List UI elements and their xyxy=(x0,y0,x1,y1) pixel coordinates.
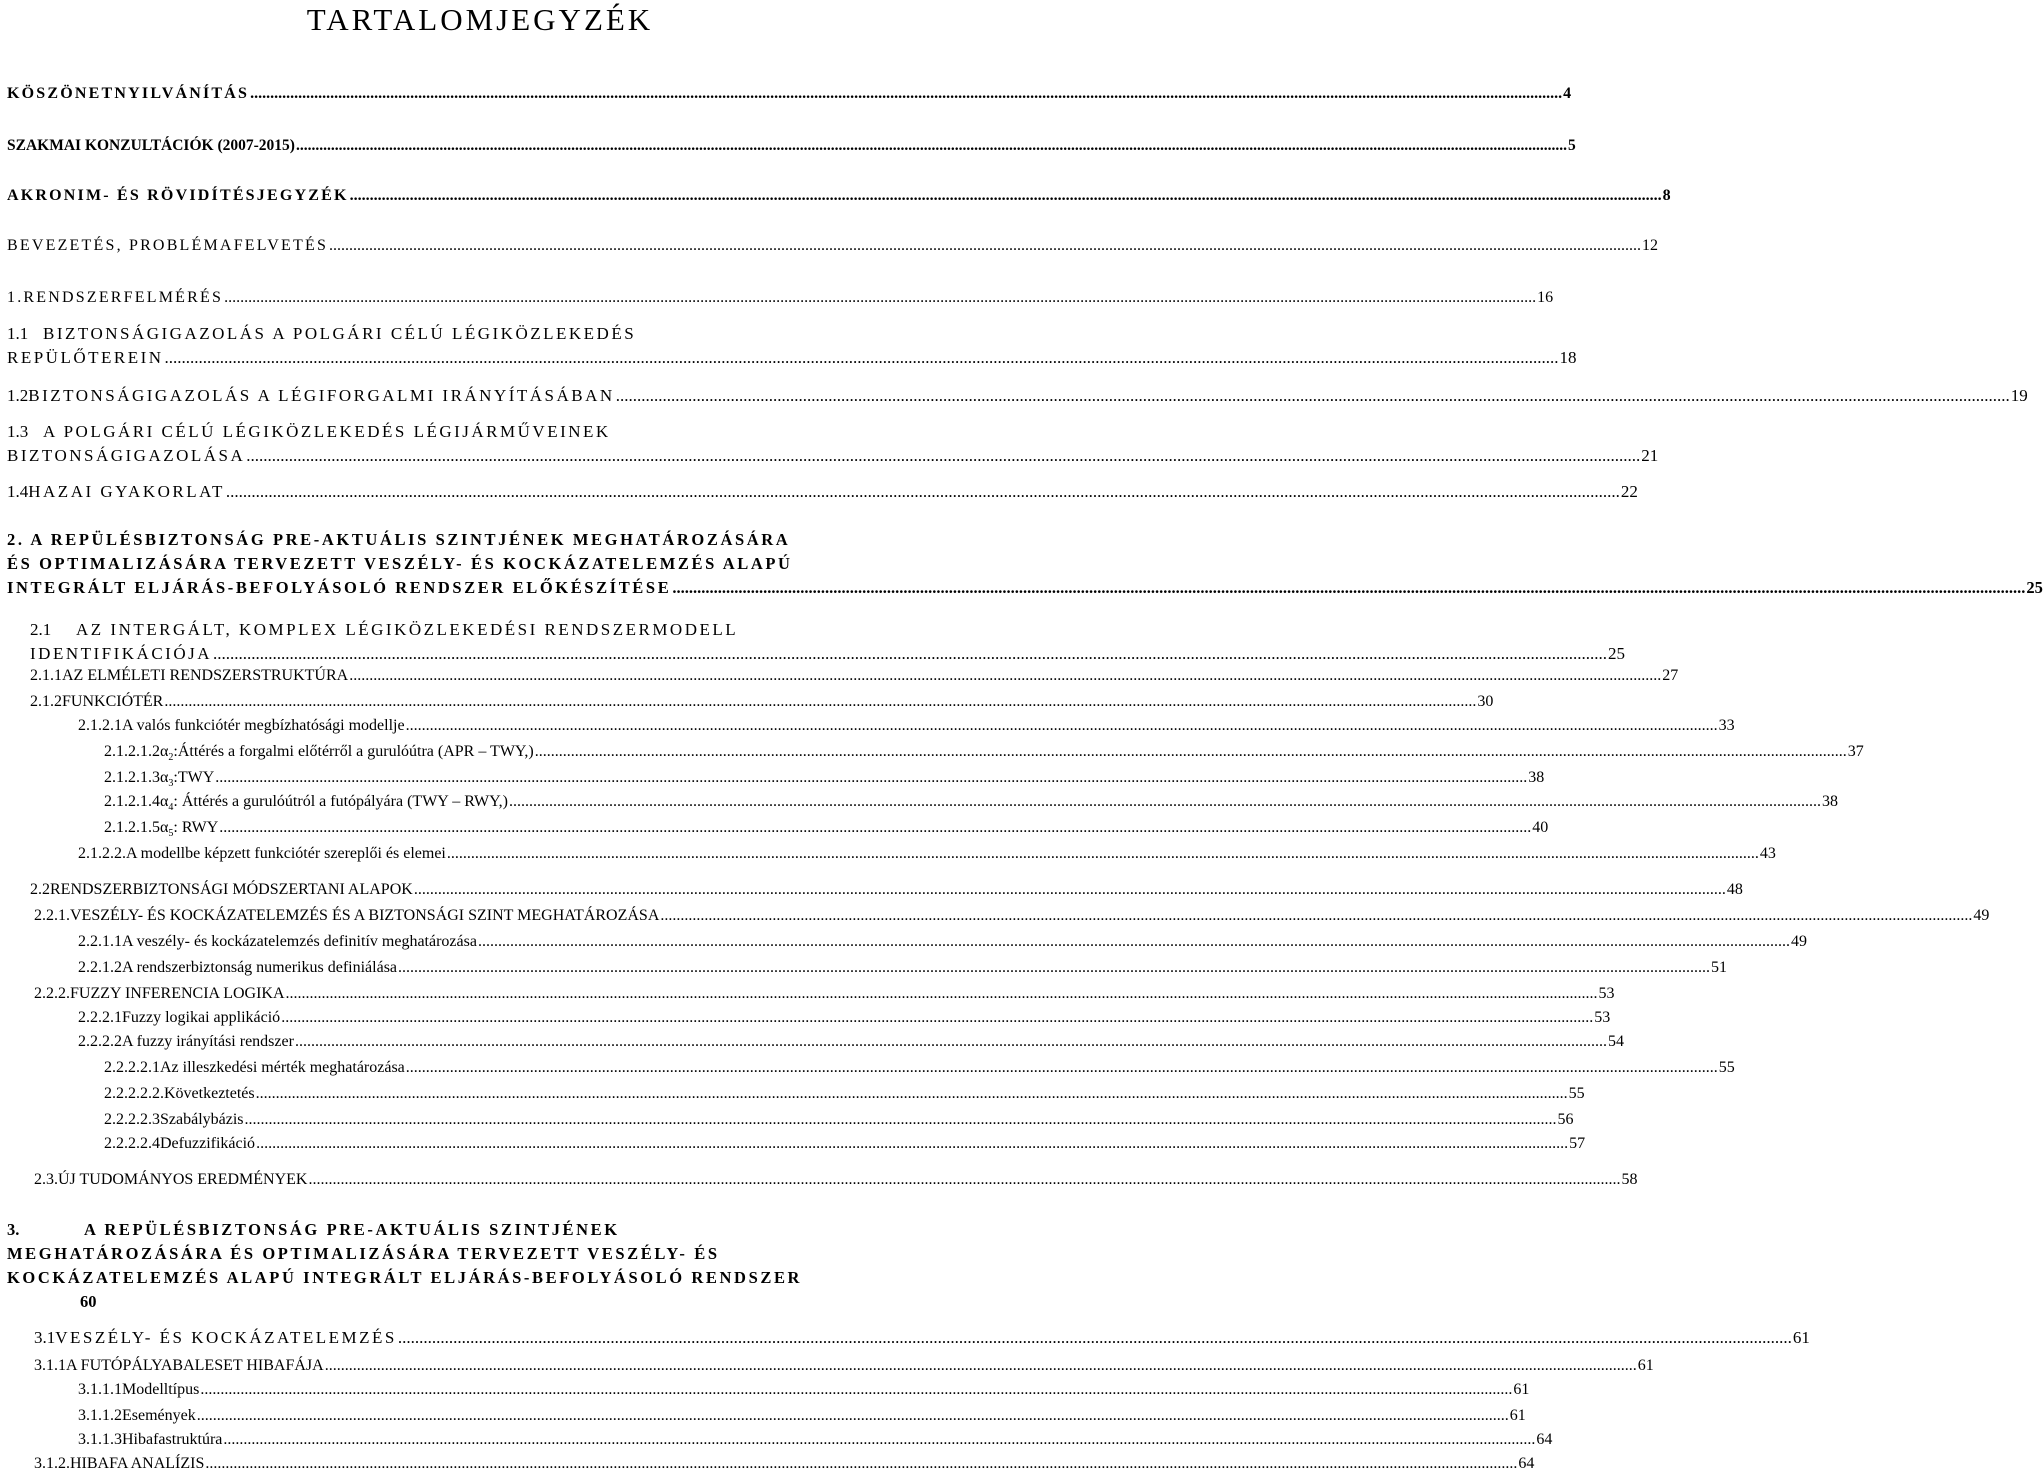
toc-entry[interactable] xyxy=(0,234,1659,258)
toc-page-number: 55 xyxy=(1718,1059,1735,1076)
leader-dots xyxy=(406,714,1718,738)
toc-number: 2.1.2.1.3 xyxy=(104,769,160,786)
leader-dots xyxy=(224,286,1536,310)
leader-dots xyxy=(478,930,1790,954)
toc-page-number: 49 xyxy=(1973,907,1990,924)
toc-entry[interactable] xyxy=(0,480,1638,504)
toc-number: 2.2.1.2 xyxy=(78,959,122,976)
leader-dots xyxy=(223,1428,1535,1452)
toc-page-number: 64 xyxy=(1518,1455,1535,1472)
toc-number: 2.3. xyxy=(34,1171,58,1188)
toc-entry[interactable] xyxy=(0,664,1679,688)
leader-dots xyxy=(296,134,1567,158)
toc-entry-text: INTEGRÁLT ELJÁRÁS-BEFOLYÁSOLÓ RENDSZER ELŐKÉSZÍTÉSE xyxy=(7,578,672,597)
toc-page-number: 12 xyxy=(1642,237,1659,254)
toc-entry[interactable] xyxy=(0,1378,1530,1402)
toc-entry[interactable] xyxy=(0,1452,1535,1476)
toc-page-number: 21 xyxy=(1641,446,1659,465)
toc-entry[interactable] xyxy=(0,384,2028,408)
toc-entry-text: Fuzzy logikai applikáció xyxy=(122,1009,281,1026)
toc-number: 1. xyxy=(7,289,24,306)
toc-entry-text: Szabálybázis xyxy=(160,1111,244,1128)
toc-number: 2.2.2.2.2. xyxy=(104,1085,164,1102)
toc-page-number: 33 xyxy=(1718,717,1735,734)
toc-number: 2.1.2.1.4 xyxy=(104,793,160,810)
toc-number: 2.1.2.1 xyxy=(78,717,122,734)
leader-dots xyxy=(250,82,1562,106)
alpha-subscript: 5 xyxy=(168,828,174,840)
toc-number: 2.2.2.2.4 xyxy=(104,1135,160,1152)
toc-entry-text: REPÜLŐTEREIN xyxy=(7,348,164,367)
toc-entry-text: Defuzzifikáció xyxy=(160,1135,256,1152)
leader-dots xyxy=(215,766,1527,790)
toc-entry-text: A modellbe képzett funkciótér szereplői és elemei xyxy=(126,845,446,862)
toc-entry[interactable] xyxy=(0,618,1625,666)
toc-page-number: 61 xyxy=(1792,1328,1810,1347)
toc-page-number: 30 xyxy=(1477,693,1494,710)
leader-dots xyxy=(165,346,1559,370)
toc-entry-text: KÖSZÖNETNYILVÁNÍTÁS xyxy=(7,85,250,102)
toc-entry[interactable] xyxy=(0,714,1735,738)
toc-entry[interactable] xyxy=(0,420,1659,468)
toc-number: 2.2.2.1 xyxy=(78,1009,122,1026)
toc-page-number: 61 xyxy=(1637,1357,1654,1374)
toc-entry-text: A rendszerbiztonság numerikus definiálása xyxy=(122,959,398,976)
toc-number: 1.1 xyxy=(7,324,29,343)
toc-entry-text: RENDSZERFELMÉRÉS xyxy=(23,289,224,306)
toc-entry-text: Modelltípus xyxy=(122,1381,200,1398)
toc-entry[interactable] xyxy=(0,1030,1624,1054)
toc-number: 2.1.1 xyxy=(30,667,62,684)
toc-entry-text-line: AZ INTERGÁLT, KOMPLEX LÉGIKÖZLEKEDÉSI RENDSZERMODELL xyxy=(76,620,739,639)
alpha-subscript: 2 xyxy=(168,752,174,764)
leader-dots xyxy=(205,1452,1517,1476)
toc-entry[interactable] xyxy=(0,1132,1586,1156)
toc-entry-text: A veszély- és kockázatelemzés definitív meghatározása xyxy=(122,933,477,950)
toc-entry-text-line: KOCKÁZATELEMZÉS ALAPÚ INTEGRÁLT ELJÁRÁS-BEFOLYÁSOLÓ RENDSZER xyxy=(7,1268,803,1287)
toc-page-number: 58 xyxy=(1621,1171,1638,1188)
toc-page-number: 64 xyxy=(1536,1431,1553,1448)
toc-page-number: 57 xyxy=(1569,1135,1586,1152)
leader-dots xyxy=(226,480,1620,504)
toc-entry[interactable] xyxy=(0,286,1554,310)
leader-dots xyxy=(406,1056,1718,1080)
toc-page-number: 22 xyxy=(1620,482,1638,501)
toc-number: 2.1.2.1.5 xyxy=(104,819,160,836)
toc-number: 3.1.1.1 xyxy=(78,1381,122,1398)
toc-entry-text: Hibafastruktúra xyxy=(122,1431,223,1448)
leader-dots xyxy=(197,1404,1509,1428)
leader-dots xyxy=(329,234,1641,258)
leader-dots xyxy=(295,1030,1607,1054)
toc-entry-text: HAZAI GYAKORLAT xyxy=(28,482,225,501)
toc-entry[interactable] xyxy=(0,1056,1735,1080)
toc-entry-text-content: :TWY xyxy=(173,769,215,786)
leader-dots xyxy=(447,842,1759,866)
toc-number: 2.1.2 xyxy=(30,693,62,710)
toc-entry[interactable] xyxy=(0,1404,1526,1428)
toc-entry-text: VESZÉLY- ÉS KOCKÁZATELEMZÉS ÉS A BIZTONSÁGI SZINT MEGHATÁROZÁSA xyxy=(70,907,660,924)
toc-page-number: 38 xyxy=(1821,793,1838,810)
toc-number: 2.1.2.2. xyxy=(78,845,126,862)
toc-page-number: 38 xyxy=(1528,769,1545,786)
leader-dots xyxy=(398,956,1710,980)
toc-page-number: 51 xyxy=(1711,959,1728,976)
toc-entry-text: ÚJ TUDOMÁNYOS EREDMÉNYEK xyxy=(58,1171,308,1188)
alpha-symbol: α xyxy=(160,819,169,836)
toc-number: 2.2 xyxy=(30,881,50,898)
toc-number: 2. xyxy=(7,530,25,549)
toc-number: 2.2.2. xyxy=(34,985,70,1002)
toc-entry-text: Események xyxy=(122,1407,196,1424)
toc-entry[interactable] xyxy=(0,982,1615,1006)
toc-entry[interactable] xyxy=(0,1006,1611,1030)
toc-entry-text: A valós funkciótér megbízhatósági modellje xyxy=(122,717,405,734)
toc-entry-text: BEVEZETÉS, PROBLÉMAFELVETÉS xyxy=(7,237,329,254)
toc-number: 2.2.2.2.1 xyxy=(104,1059,160,1076)
toc-page-number: 37 xyxy=(1847,743,1864,760)
toc-entry[interactable] xyxy=(0,1354,1654,1378)
toc-page-number: 49 xyxy=(1790,933,1807,950)
toc-number: 1.3 xyxy=(7,422,29,441)
toc-number: 3.1.1 xyxy=(34,1357,66,1374)
toc-entry-text: SZAKMAI KONZULTÁCIÓK (2007-2015) xyxy=(7,137,295,154)
toc-entry-text: VESZÉLY- ÉS KOCKÁZATELEMZÉS xyxy=(55,1328,397,1347)
toc-number: 3.1.1.3 xyxy=(78,1431,122,1448)
toc-number: 2.1.2.1.2 xyxy=(104,743,160,760)
toc-entry[interactable] xyxy=(0,878,1743,902)
toc-number: 1.2 xyxy=(7,386,29,405)
toc-entry[interactable] xyxy=(0,322,1577,370)
alpha-symbol: α xyxy=(160,743,169,760)
leader-dots xyxy=(535,740,1847,764)
toc-number: 2.2.2.2.3 xyxy=(104,1111,160,1128)
leader-dots xyxy=(213,642,1607,666)
toc-entry-text: BIZTONSÁGIGAZOLÁSA xyxy=(7,446,246,465)
toc-page-number: 61 xyxy=(1509,1407,1526,1424)
toc-entry-text-content: :Áttérés a forgalmi előtérről a gurulóútra (APR – TWY,) xyxy=(173,743,534,760)
toc-number: 3. xyxy=(7,1220,20,1239)
toc-entry-text: A FUTÓPÁLYABALESET HIBAFÁJA xyxy=(66,1357,324,1374)
toc-number: 2.1 xyxy=(30,620,52,639)
toc-page-number: 55 xyxy=(1568,1085,1585,1102)
toc-page-number: 5 xyxy=(1567,137,1576,154)
leader-dots xyxy=(616,384,2010,408)
leader-dots xyxy=(281,1006,1593,1030)
toc-entry[interactable] xyxy=(0,690,1494,714)
toc-page-number: 40 xyxy=(1532,819,1549,836)
toc-entry[interactable] xyxy=(0,134,1576,158)
leader-dots xyxy=(398,1326,1792,1350)
leader-dots xyxy=(256,1082,1568,1106)
toc-entry-text: FUZZY INFERENCIA LOGIKA xyxy=(70,985,285,1002)
toc-page-number: 19 xyxy=(2010,386,2028,405)
toc-entry-text-line: BIZTONSÁGIGAZOLÁS A POLGÁRI CÉLÚ LÉGIKÖZLEKEDÉS xyxy=(43,324,637,343)
toc-entry[interactable] xyxy=(0,1108,1574,1132)
leader-dots xyxy=(219,816,1531,840)
leader-dots xyxy=(245,1108,1557,1132)
leader-dots xyxy=(349,664,1661,688)
toc-entry-text: A fuzzy irányítási rendszer xyxy=(122,1033,294,1050)
toc-entry[interactable] xyxy=(0,1218,960,1314)
leader-dots xyxy=(308,1168,1620,1192)
toc-entry-text: IDENTIFIKÁCIÓJA xyxy=(30,644,212,663)
toc-entry[interactable] xyxy=(0,956,1728,980)
toc-page-number: 4 xyxy=(1563,85,1572,102)
toc-entry[interactable] xyxy=(0,1326,1810,1350)
toc-number: 3.1.2. xyxy=(34,1455,70,1472)
alpha-symbol: α xyxy=(160,793,169,810)
leader-dots xyxy=(200,1378,1512,1402)
toc-page-number: 54 xyxy=(1607,1033,1624,1050)
toc-entry[interactable] xyxy=(0,930,1807,954)
alpha-subscript: 3 xyxy=(168,778,174,790)
toc-page-number: 60 xyxy=(80,1292,97,1311)
toc-entry-text-line: A POLGÁRI CÉLÚ LÉGIKÖZLEKEDÉS LÉGIJÁRMŰVEINEK xyxy=(43,422,611,441)
toc-entry-text-line: MEGHATÁROZÁSÁRA ÉS OPTIMALIZÁSÁRA TERVEZETT VESZÉLY- ÉS xyxy=(7,1244,720,1263)
toc-entry[interactable] xyxy=(0,842,1776,866)
leader-dots xyxy=(660,904,1972,928)
leader-dots xyxy=(350,184,1662,208)
toc-page-number: 16 xyxy=(1537,289,1554,306)
leader-dots xyxy=(246,444,1640,468)
toc-number: 2.2.1. xyxy=(34,907,70,924)
toc-page-number: 8 xyxy=(1662,187,1671,204)
toc-entry-text: AKRONIM- ÉS RÖVIDÍTÉSJEGYZÉK xyxy=(7,187,349,204)
toc-page-number: 18 xyxy=(1559,348,1577,367)
toc-entry[interactable] xyxy=(0,904,1990,928)
toc-entry-text-content: : RWY xyxy=(173,819,219,836)
toc-page-number: 61 xyxy=(1513,1381,1530,1398)
leader-dots xyxy=(414,878,1726,902)
toc-entry-text: HIBAFA ANALÍZIS xyxy=(70,1455,205,1472)
leader-dots xyxy=(164,690,1476,714)
toc-entry-text: Következtetés xyxy=(164,1085,255,1102)
toc-number: 1.4 xyxy=(7,482,29,501)
toc-entry-text-line: A REPÜLÉSBIZTONSÁG PRE-AKTUÁLIS SZINTJÉNEK xyxy=(84,1220,620,1239)
toc-page-number: 48 xyxy=(1726,881,1743,898)
toc-page-number: 43 xyxy=(1759,845,1776,862)
toc-entry-text: FUNKCIÓTÉR xyxy=(62,693,164,710)
toc-entry[interactable] xyxy=(0,1428,1553,1452)
toc-entry-text: Az illeszkedési mérték meghatározása xyxy=(160,1059,405,1076)
toc-number: 2.2.1.1 xyxy=(78,933,122,950)
toc-entry-text-line: ÉS OPTIMALIZÁSÁRA TERVEZETT VESZÉLY- ÉS KOCKÁZATELEMZÉS ALAPÚ xyxy=(7,554,793,573)
toc-number: 2.2.2.2 xyxy=(78,1033,122,1050)
toc-page-number: 25 xyxy=(1607,644,1625,663)
toc-page-number: 27 xyxy=(1662,667,1679,684)
alpha-symbol: α xyxy=(160,769,169,786)
toc-number: 3.1 xyxy=(34,1328,56,1347)
toc-page-number: 25 xyxy=(2026,578,2043,597)
toc-entry[interactable] xyxy=(0,1082,1585,1106)
toc-entry[interactable] xyxy=(0,184,1671,208)
leader-dots xyxy=(256,1132,1568,1156)
toc-entry-text: BIZTONSÁGIGAZOLÁS A LÉGIFORGALMI IRÁNYÍTÁSÁBAN xyxy=(28,386,615,405)
toc-entry-text-line: A REPÜLÉSBIZTONSÁG PRE-AKTUÁLIS SZINTJÉNEK MEGHATÁROZÁSÁRA xyxy=(30,530,791,549)
toc-page-number: 53 xyxy=(1598,985,1615,1002)
page-title: TARTALOMJEGYZÉK xyxy=(306,2,654,37)
toc-entry-text-content: : Áttérés a gurulóútról a futópályára (TWY – RWY,) xyxy=(173,793,508,810)
toc-page-number: 53 xyxy=(1594,1009,1611,1026)
toc-entry-text: AZ ELMÉLETI RENDSZERSTRUKTÚRA xyxy=(62,667,349,684)
leader-dots xyxy=(286,982,1598,1006)
leader-dots xyxy=(325,1354,1637,1378)
alpha-subscript: 4 xyxy=(168,802,174,814)
toc-number: 3.1.1.2 xyxy=(78,1407,122,1424)
leader-dots xyxy=(672,576,2025,600)
toc-page-number: 56 xyxy=(1557,1111,1574,1128)
toc-entry[interactable] xyxy=(0,82,1572,106)
toc-entry-text: RENDSZERBIZTONSÁGI MÓDSZERTANI ALAPOK xyxy=(50,881,413,898)
leader-dots xyxy=(509,790,1821,814)
toc-entry[interactable] xyxy=(0,1168,1638,1192)
toc-entry[interactable] xyxy=(0,528,2043,600)
